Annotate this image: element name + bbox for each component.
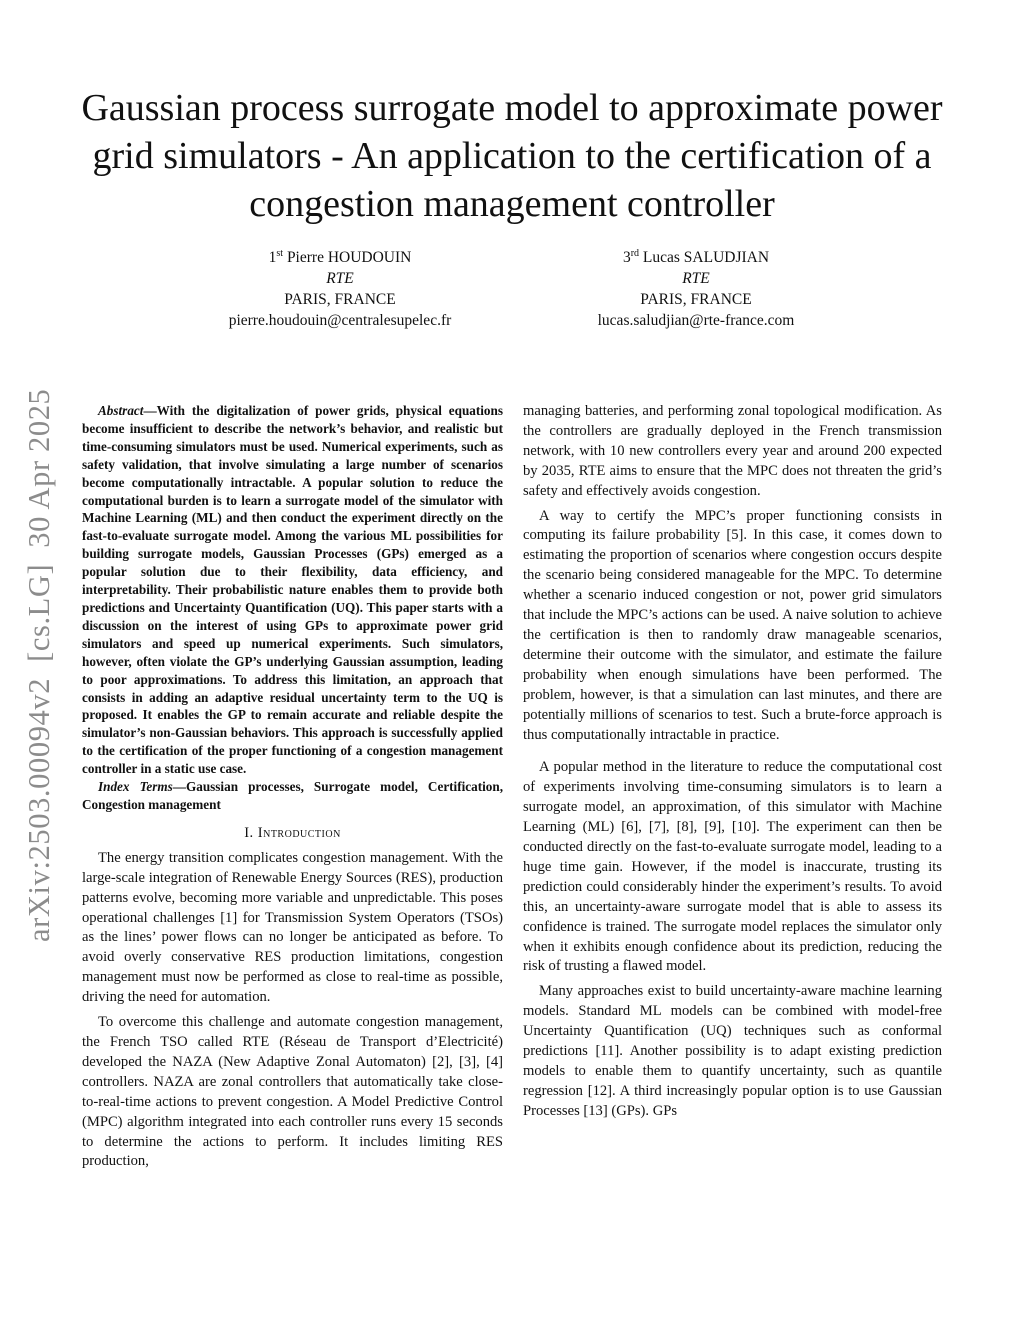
body-paragraph: The energy transition complicates congestion management. With the large-scale integration of Renewable Energy Sources (RES), production patterns evolve, becoming more variable and unpredictable. This poses operational challenges [1] for Transmission System Operators (TSOs) as the lines’ power flows can no longer be anticipated as before. To avoid overly conservative RES production limitations, congestion management must now be performed as close to real-time as possible, driving the need for automation. bbox=[82, 849, 503, 1006]
arxiv-date: 30 Apr 2025 bbox=[22, 388, 56, 548]
author-name: Lucas SALUDJIAN bbox=[642, 249, 770, 266]
author-ordinal-suffix: st bbox=[276, 248, 284, 259]
body-paragraph: A way to certify the MPC’s proper functioning consists in computing its failure probability [5]. In this case, it comes down to estimating the proportion of scenarios where congestion occurs despite the scenario being considered manageable for the MPC. To determine whether a scenario induced congestion or not, power grid simulators that include the MPC’s actions can be used. A naive solution to achieve the certification is then to randomly draw manageable scenarios, determine their outcome with the simulator, and estimate the failure probability when enough simulations have been performed. The problem, however, is that a simulation can last minutes, and there are potentially millions of scenarios to test. Such a brute-force approach is thus computationally intractable in practice. bbox=[523, 507, 942, 743]
author-location: PARIS, FRANCE bbox=[284, 291, 396, 308]
author-ordinal: 1 bbox=[268, 249, 277, 266]
abstract-lead: Abstract bbox=[98, 403, 144, 418]
index-terms-lead: Index Terms bbox=[98, 779, 173, 795]
author-ordinal-suffix: rd bbox=[630, 248, 640, 259]
author-email[interactable]: pierre.houdouin@centralesupelec.fr bbox=[228, 312, 452, 329]
author-block-2 bbox=[548, 247, 844, 331]
index-terms bbox=[82, 778, 503, 814]
body-paragraph: To overcome this challenge and automate congestion management, the French TSO called RTE (Réseau de Transport d’Electricité) developed the NAZA (New Adaptive Zonal Automaton) [2], [3], [4] controllers. NAZA are zonal controllers that automatically take close-to-real-time actions to prevent congestion. A Model Predictive Control (MPC) algorithm integrated into each controller runs every 15 seconds to determine the actions to perform. It includes limiting RES production, bbox=[82, 1014, 503, 1170]
body-paragraph: Many approaches exist to build uncertainty-aware machine learning models. Standard ML models can be combined with model-free Uncertainty Quantification (UQ) techniques such as conformal predictions [11]. Another possibility is to adapt existing prediction models to enable them to quantify uncertainty, such as quantile regression [12]. A third increasingly popular option is to use Gaussian Processes [13] (GPs). GPs bbox=[523, 983, 942, 1119]
author-ordinal: 3 bbox=[622, 249, 631, 266]
author-email[interactable]: lucas.saludjian@rte-france.com bbox=[597, 312, 795, 329]
left-column bbox=[82, 402, 503, 1172]
paper-title: Gaussian process surrogate model to approximate power grid simulators - An application to the certification of a congestion management controller bbox=[81, 87, 943, 225]
arxiv-category: [cs.LG] bbox=[22, 563, 56, 662]
author-name: Pierre HOUDOUIN bbox=[286, 249, 412, 266]
right-column bbox=[523, 402, 942, 1122]
author-name-line bbox=[548, 247, 844, 268]
arxiv-stamp bbox=[14, 342, 64, 942]
author-affiliation: RTE bbox=[682, 270, 710, 287]
abstract-text: —With the digitalization of power grids, physical equations become insufficient to describe the network’s behavior, and realistic but time-consuming simulators must be used. Numerical experiments, such as safety validation, that involve simulating a large number of scenarios become computationally intractable. A popular solution to reduce the computational burden is to learn a surrogate model of the simulator with Machine Learning (ML) and then conduct the experiment directly on the fast-to-evaluate surrogate model. Among the various ML possibilities for building surrogate models, Gaussian Processes (GPs) emerged as a popular solution due to their flexibility, data efficiency, and interpretability. Their probabilistic nature enables them to provide both predictions and Uncertainty Quantification (UQ). This paper starts with a discussion on the interest of using GPs to approximate power grid simulators and speed up numerical experiments. Such simulators, however, often violate the GP’s underlying Gaussian assumption, leading to poor approximations. To address this limitation, an approach that consists in adding an adaptive residual uncertainty term to the UQ is proposed. It enables the GP to remain accurate and reliable despite the simulator’s non-Gaussian behaviors. This approach is successfully applied to the certification of the proper functioning of a congestion management controller in a static use case. bbox=[82, 403, 503, 777]
index-terms-text: —Gaussian processes, Surrogate model, Certification, Congestion management bbox=[82, 779, 504, 812]
author-location: PARIS, FRANCE bbox=[640, 291, 752, 308]
author-affiliation: RTE bbox=[326, 270, 354, 287]
body-paragraph: A popular method in the literature to reduce the computational cost of experiments involving time-consuming simulators is to learn a surrogate model, an approximation, of this simulator with Machine Learning (ML) [6], [7], [8], [9], [10]. The experiment can then be conducted directly on the fast-to-evaluate surrogate model, leading to a huge time gain. However, if the model is inaccurate, trusting its prediction could considerably hinder the experiment’s results. To avoid this, an uncertainty-aware surrogate model that is able to assess its confidence is trained. The surrogate model replaces the simulator only when it exhibits enough confidence about its prediction, reducing the risk of trusting a flawed model. bbox=[523, 759, 942, 975]
arxiv-id[interactable]: arXiv:2503.00094v2 bbox=[22, 677, 56, 942]
author-name-line bbox=[172, 247, 508, 268]
section-heading: I. Introduction bbox=[244, 824, 341, 841]
abstract bbox=[82, 402, 503, 778]
author-block-1 bbox=[172, 247, 508, 331]
body-paragraph: managing batteries, and performing zonal topological modification. As the controllers are gradually deployed in the French transmission network, with 10 new controllers every year and around 200 expected by 2035, RTE aims to ensure that the MPC does not threaten the grid’s safety and effectively avoids congestion. bbox=[523, 403, 942, 499]
